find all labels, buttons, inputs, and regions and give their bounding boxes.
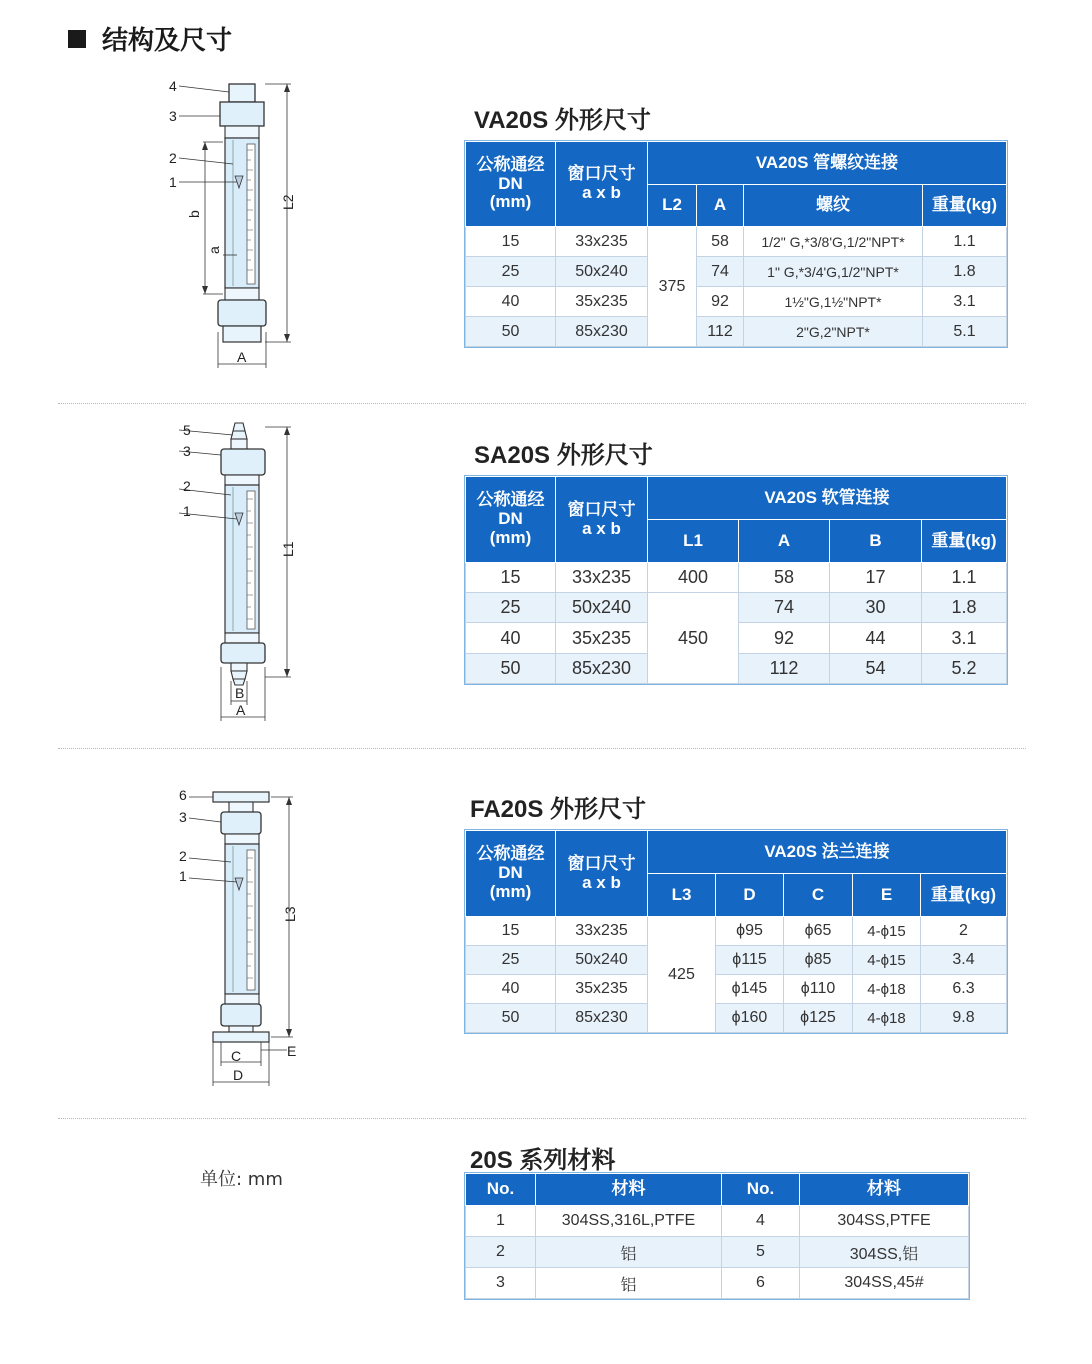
cell: 92 xyxy=(697,287,744,317)
cell: ϕ145 xyxy=(716,975,784,1004)
cell: 2"G,2"NPT* xyxy=(744,317,923,347)
sa-l1-first-cell: 400 xyxy=(648,563,739,593)
sa-part-2: 2 xyxy=(183,478,191,494)
cell: 74 xyxy=(739,593,830,623)
fa-header-c: C xyxy=(784,874,853,917)
cell: 33x235 xyxy=(556,227,648,257)
cell: 35x235 xyxy=(556,287,648,317)
cell: 54 xyxy=(830,654,922,684)
cell: 2 xyxy=(921,917,1007,946)
cell: 58 xyxy=(739,563,830,593)
cell: 1.8 xyxy=(923,257,1007,287)
fa20s-drawing xyxy=(165,780,315,1090)
va-header-thread: 螺纹 xyxy=(744,185,923,227)
va-part-4: 4 xyxy=(169,78,177,94)
cell: 15 xyxy=(466,917,556,946)
cell: 25 xyxy=(466,257,556,287)
cell: 6.3 xyxy=(921,975,1007,1004)
cell: 85x230 xyxy=(556,317,648,347)
mat-header-no-1: No. xyxy=(466,1174,536,1206)
cell: 5.2 xyxy=(922,654,1007,684)
cell: 40 xyxy=(466,975,556,1004)
sa-part-3: 3 xyxy=(183,443,191,459)
sa-header-a: A xyxy=(739,520,830,563)
va-header-l2: L2 xyxy=(648,185,697,227)
va-l2-merged-cell: 375 xyxy=(648,227,697,347)
cell: ϕ125 xyxy=(784,1004,853,1033)
cell: 44 xyxy=(830,623,922,654)
cell: 4-ϕ18 xyxy=(853,1004,921,1033)
cell: 15 xyxy=(466,563,556,593)
fa-header-window: 窗口尺寸 a x b xyxy=(556,831,648,917)
sa-l1-merged-cell: 450 xyxy=(648,593,739,684)
cell: 4-ϕ15 xyxy=(853,917,921,946)
cell: 304SS,PTFE xyxy=(800,1206,969,1237)
cell: 35x235 xyxy=(556,975,648,1004)
cell: 1.1 xyxy=(923,227,1007,257)
fa-header-group: VA20S 法兰连接 xyxy=(648,831,1007,874)
fa-D-label: D xyxy=(233,1067,244,1083)
sa-table-title: SA20S 外形尺寸 xyxy=(474,442,653,469)
fa-header-l3: L3 xyxy=(648,874,716,917)
table-row xyxy=(466,975,1007,1004)
cell: 15 xyxy=(466,227,556,257)
cell: 25 xyxy=(466,593,556,623)
cell: 1½"G,1½"NPT* xyxy=(744,287,923,317)
sa20s-drawing xyxy=(165,415,315,725)
sa-spec-table xyxy=(465,476,1007,684)
table-row xyxy=(466,257,1007,287)
cell: 304SS,45# xyxy=(800,1268,969,1299)
va-A-label: A xyxy=(237,349,247,365)
table-row xyxy=(466,563,1007,593)
va-spec-table xyxy=(465,141,1007,347)
table-row xyxy=(466,227,1007,257)
cell: 50 xyxy=(466,317,556,347)
fa-E-label: E xyxy=(287,1043,297,1059)
cell: 4-ϕ18 xyxy=(853,975,921,1004)
sa-header-b: B xyxy=(830,520,922,563)
materials-table xyxy=(465,1173,969,1299)
cell: 2 xyxy=(466,1237,536,1268)
fa-header-weight: 重量(kg) xyxy=(921,874,1007,917)
va20s-drawing xyxy=(165,70,315,380)
va-b-label: b xyxy=(186,210,202,218)
table-row xyxy=(466,946,1007,975)
cell: 112 xyxy=(697,317,744,347)
cell: 5 xyxy=(722,1237,800,1268)
fa-table-title: FA20S 外形尺寸 xyxy=(470,796,647,823)
cell: 85x230 xyxy=(556,1004,648,1033)
va-header-window: 窗口尺寸 a x b xyxy=(556,142,648,227)
cell: 3.1 xyxy=(923,287,1007,317)
fa-l3-merged-cell: 425 xyxy=(648,917,716,1033)
section-divider xyxy=(58,1118,1026,1119)
section-divider xyxy=(58,748,1026,749)
cell: 1.8 xyxy=(922,593,1007,623)
va-part-2: 2 xyxy=(169,150,177,166)
sa-A-label: A xyxy=(236,702,246,718)
cell: 40 xyxy=(466,623,556,654)
fa-C-label: C xyxy=(231,1048,242,1064)
va-header-group: VA20S 管螺纹连接 xyxy=(648,142,1007,185)
sa-B-label: B xyxy=(235,685,245,701)
va-header-dn: 公称通经 DN (mm) xyxy=(466,142,556,227)
fa-part-6: 6 xyxy=(179,787,187,803)
cell: 9.8 xyxy=(921,1004,1007,1033)
table-row xyxy=(466,1237,969,1268)
fa-spec-table xyxy=(465,830,1007,1033)
cell: ϕ110 xyxy=(784,975,853,1004)
cell: 33x235 xyxy=(556,563,648,593)
cell: 50x240 xyxy=(556,257,648,287)
cell: 40 xyxy=(466,287,556,317)
unit-label: 单位: mm xyxy=(200,1169,283,1190)
cell: 17 xyxy=(830,563,922,593)
table-row xyxy=(466,1206,969,1237)
va-header-weight: 重量(kg) xyxy=(923,185,1007,227)
heading-text: 结构及尺寸 xyxy=(102,26,233,56)
table-row xyxy=(466,317,1007,347)
cell: 112 xyxy=(739,654,830,684)
cell: ϕ160 xyxy=(716,1004,784,1033)
cell: 50 xyxy=(466,654,556,684)
cell: ϕ85 xyxy=(784,946,853,975)
cell: 33x235 xyxy=(556,917,648,946)
section-heading xyxy=(68,20,232,57)
cell: 304SS,铝 xyxy=(800,1237,969,1268)
heading-square-icon xyxy=(68,30,86,48)
sa-header-dn: 公称通经 DN (mm) xyxy=(466,477,556,563)
cell: 4 xyxy=(722,1206,800,1237)
cell: 74 xyxy=(697,257,744,287)
cell: 1.1 xyxy=(922,563,1007,593)
sa-header-group: VA20S 软管连接 xyxy=(648,477,1007,520)
fa-part-3: 3 xyxy=(179,809,187,825)
fa-part-2: 2 xyxy=(179,848,187,864)
sa-L1-label: L1 xyxy=(280,541,296,557)
fa-L3-label: L3 xyxy=(282,906,298,922)
fa-part-1: 1 xyxy=(179,868,187,884)
cell: 50x240 xyxy=(556,946,648,975)
cell: 1/2" G,*3/8'G,1/2"NPT* xyxy=(744,227,923,257)
va-a-label: a xyxy=(206,246,222,254)
va-header-a: A xyxy=(697,185,744,227)
sa-part-5: 5 xyxy=(183,422,191,438)
cell: 25 xyxy=(466,946,556,975)
cell: 1 xyxy=(466,1206,536,1237)
table-row xyxy=(466,593,1007,623)
cell: 30 xyxy=(830,593,922,623)
cell: 5.1 xyxy=(923,317,1007,347)
sa-header-l1: L1 xyxy=(648,520,739,563)
cell: ϕ115 xyxy=(716,946,784,975)
fa-header-d: D xyxy=(716,874,784,917)
cell: ϕ95 xyxy=(716,917,784,946)
va-L2-label: L2 xyxy=(280,194,296,210)
cell: 6 xyxy=(722,1268,800,1299)
table-row xyxy=(466,1268,969,1299)
table-row xyxy=(466,1004,1007,1033)
cell: ϕ65 xyxy=(784,917,853,946)
cell: 3.4 xyxy=(921,946,1007,975)
fa-header-e: E xyxy=(853,874,921,917)
va-table-title: VA20S 外形尺寸 xyxy=(474,107,651,134)
cell: 50x240 xyxy=(556,593,648,623)
section-divider xyxy=(58,403,1026,404)
cell: 92 xyxy=(739,623,830,654)
cell: 85x230 xyxy=(556,654,648,684)
mat-header-material-2: 材料 xyxy=(800,1174,969,1206)
sa-header-window: 窗口尺寸 a x b xyxy=(556,477,648,563)
cell: 4-ϕ15 xyxy=(853,946,921,975)
cell: 1" G,*3/4'G,1/2"NPT* xyxy=(744,257,923,287)
sa-header-weight: 重量(kg) xyxy=(922,520,1007,563)
cell: 35x235 xyxy=(556,623,648,654)
cell: 铝 xyxy=(536,1237,722,1268)
cell: 3 xyxy=(466,1268,536,1299)
mat-header-no-2: No. xyxy=(722,1174,800,1206)
cell: 3.1 xyxy=(922,623,1007,654)
fa-header-dn: 公称通经 DN (mm) xyxy=(466,831,556,917)
table-row xyxy=(466,287,1007,317)
cell: 铝 xyxy=(536,1268,722,1299)
materials-title: 20S 系列材料 xyxy=(470,1147,616,1174)
cell: 50 xyxy=(466,1004,556,1033)
cell: 304SS,316L,PTFE xyxy=(536,1206,722,1237)
sa-part-1: 1 xyxy=(183,503,191,519)
va-part-3: 3 xyxy=(169,108,177,124)
mat-header-material-1: 材料 xyxy=(536,1174,722,1206)
table-row xyxy=(466,917,1007,946)
va-part-1: 1 xyxy=(169,174,177,190)
cell: 58 xyxy=(697,227,744,257)
